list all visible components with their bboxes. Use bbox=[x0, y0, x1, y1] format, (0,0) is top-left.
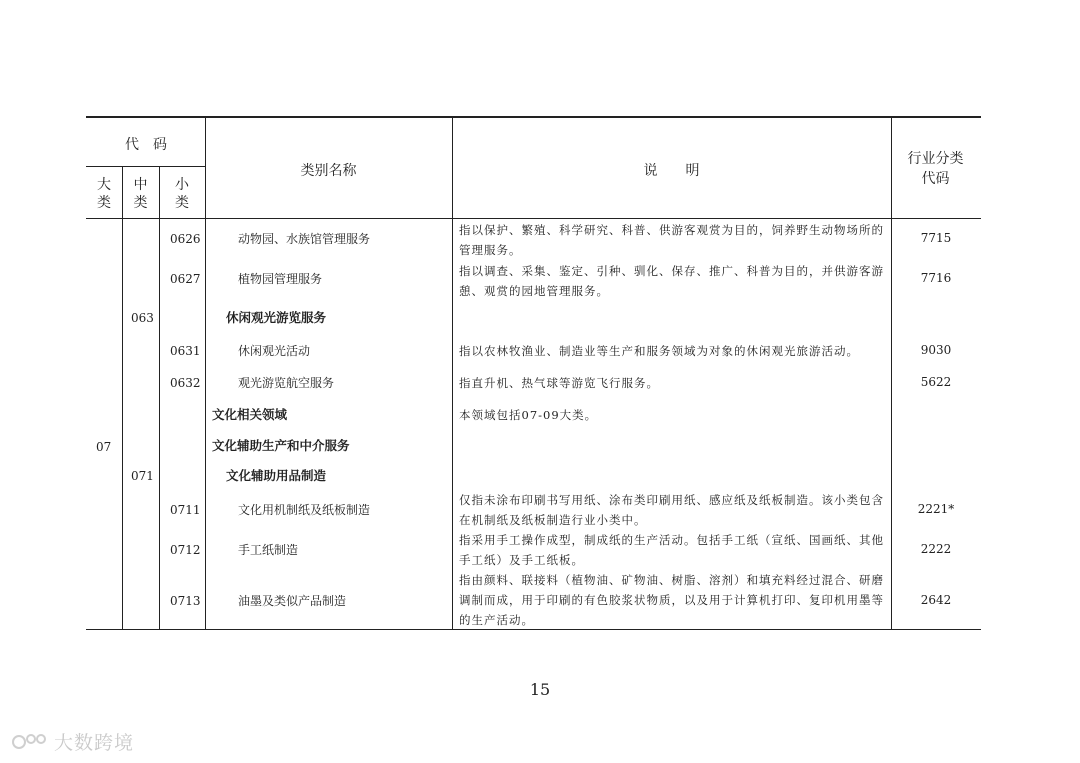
header-bottom-rule bbox=[86, 218, 981, 219]
category-name: 休闲观光活动 bbox=[238, 344, 311, 358]
category-name: 文化辅助用品制造 bbox=[226, 468, 327, 483]
header-industry-code: 行业分类 代码 bbox=[907, 151, 964, 187]
industry-code: 9030 bbox=[920, 343, 952, 357]
minor-code: 0627 bbox=[170, 272, 201, 286]
category-name: 手工纸制造 bbox=[238, 543, 299, 557]
industry-code: 5622 bbox=[920, 375, 952, 389]
watermark-logo-icon bbox=[12, 732, 52, 752]
industry-code: 7716 bbox=[920, 271, 952, 285]
description: 指采用手工操作成型，制成纸的生产活动。包括手工纸（宣纸、国画纸、其他手工纸）及手工纸板。 bbox=[459, 533, 884, 567]
description: 指以调查、采集、鉴定、引种、驯化、保存、推广、科普为目的，并供游客游憩、观赏的园地管理服务。 bbox=[459, 264, 884, 298]
minor-code: 0713 bbox=[170, 594, 201, 608]
description: 指由颜料、联接料（植物油、矿物油、树脂、溶剂）和填充料经过混合、研磨调制而成，用于印刷的有色胶浆状物质，以及用于计算机打印、复印机用墨等的生产活动。 bbox=[459, 573, 884, 627]
industry-code: 7715 bbox=[920, 231, 952, 245]
col-divider-4 bbox=[452, 116, 453, 630]
industry-code: 2221* bbox=[917, 502, 955, 516]
minor-code: 0626 bbox=[170, 232, 201, 246]
header-major: 大 类 bbox=[97, 177, 111, 211]
minor-code: 0712 bbox=[170, 543, 201, 557]
minor-code: 0711 bbox=[170, 503, 201, 517]
category-name: 文化用机制纸及纸板制造 bbox=[238, 503, 371, 517]
col-divider-1 bbox=[122, 166, 123, 630]
category-name: 油墨及类似产品制造 bbox=[238, 594, 347, 608]
category-name: 植物园管理服务 bbox=[238, 272, 323, 286]
header-description: 说 明 bbox=[643, 163, 700, 179]
description: 指直升机、热气球等游览飞行服务。 bbox=[459, 376, 659, 390]
header-minor: 小 类 bbox=[175, 177, 189, 211]
description: 指以保护、繁殖、科学研究、科普、供游客观赏为目的，饲养野生动物场所的管理服务。 bbox=[459, 223, 884, 257]
middle-code: 071 bbox=[131, 469, 154, 483]
category-name: 观光游览航空服务 bbox=[238, 376, 335, 390]
page-number: 15 bbox=[529, 680, 551, 699]
category-name: 动物园、水族馆管理服务 bbox=[238, 232, 371, 246]
description: 仅指未涂布印刷书写用纸、涂布类印刷用纸、感应纸及纸板制造。该小类包含在机制纸及纸板制造行业小类中。 bbox=[459, 493, 884, 527]
code-sub-rule bbox=[86, 166, 206, 167]
industry-code: 2222 bbox=[920, 542, 952, 556]
category-name: 文化相关领域 bbox=[212, 407, 288, 422]
minor-code: 0631 bbox=[170, 344, 201, 358]
header-middle: 中 类 bbox=[133, 177, 148, 211]
category-name: 文化辅助生产和中介服务 bbox=[212, 438, 350, 453]
header-code: 代 码 bbox=[125, 137, 167, 153]
table-top-rule bbox=[86, 116, 981, 118]
col-divider-2 bbox=[159, 166, 160, 630]
minor-code: 0632 bbox=[170, 376, 201, 390]
industry-code: 2642 bbox=[920, 593, 952, 607]
description: 指以农林牧渔业、制造业等生产和服务领域为对象的休闲观光旅游活动。 bbox=[459, 344, 859, 358]
description: 本领域包括07-09大类。 bbox=[459, 408, 598, 422]
middle-code: 063 bbox=[131, 311, 154, 325]
major-code: 07 bbox=[96, 440, 112, 454]
header-category-name: 类别名称 bbox=[300, 163, 357, 179]
watermark-text: 大数跨境 bbox=[54, 732, 135, 754]
category-name: 休闲观光游览服务 bbox=[226, 310, 327, 325]
col-divider-3 bbox=[205, 116, 206, 630]
